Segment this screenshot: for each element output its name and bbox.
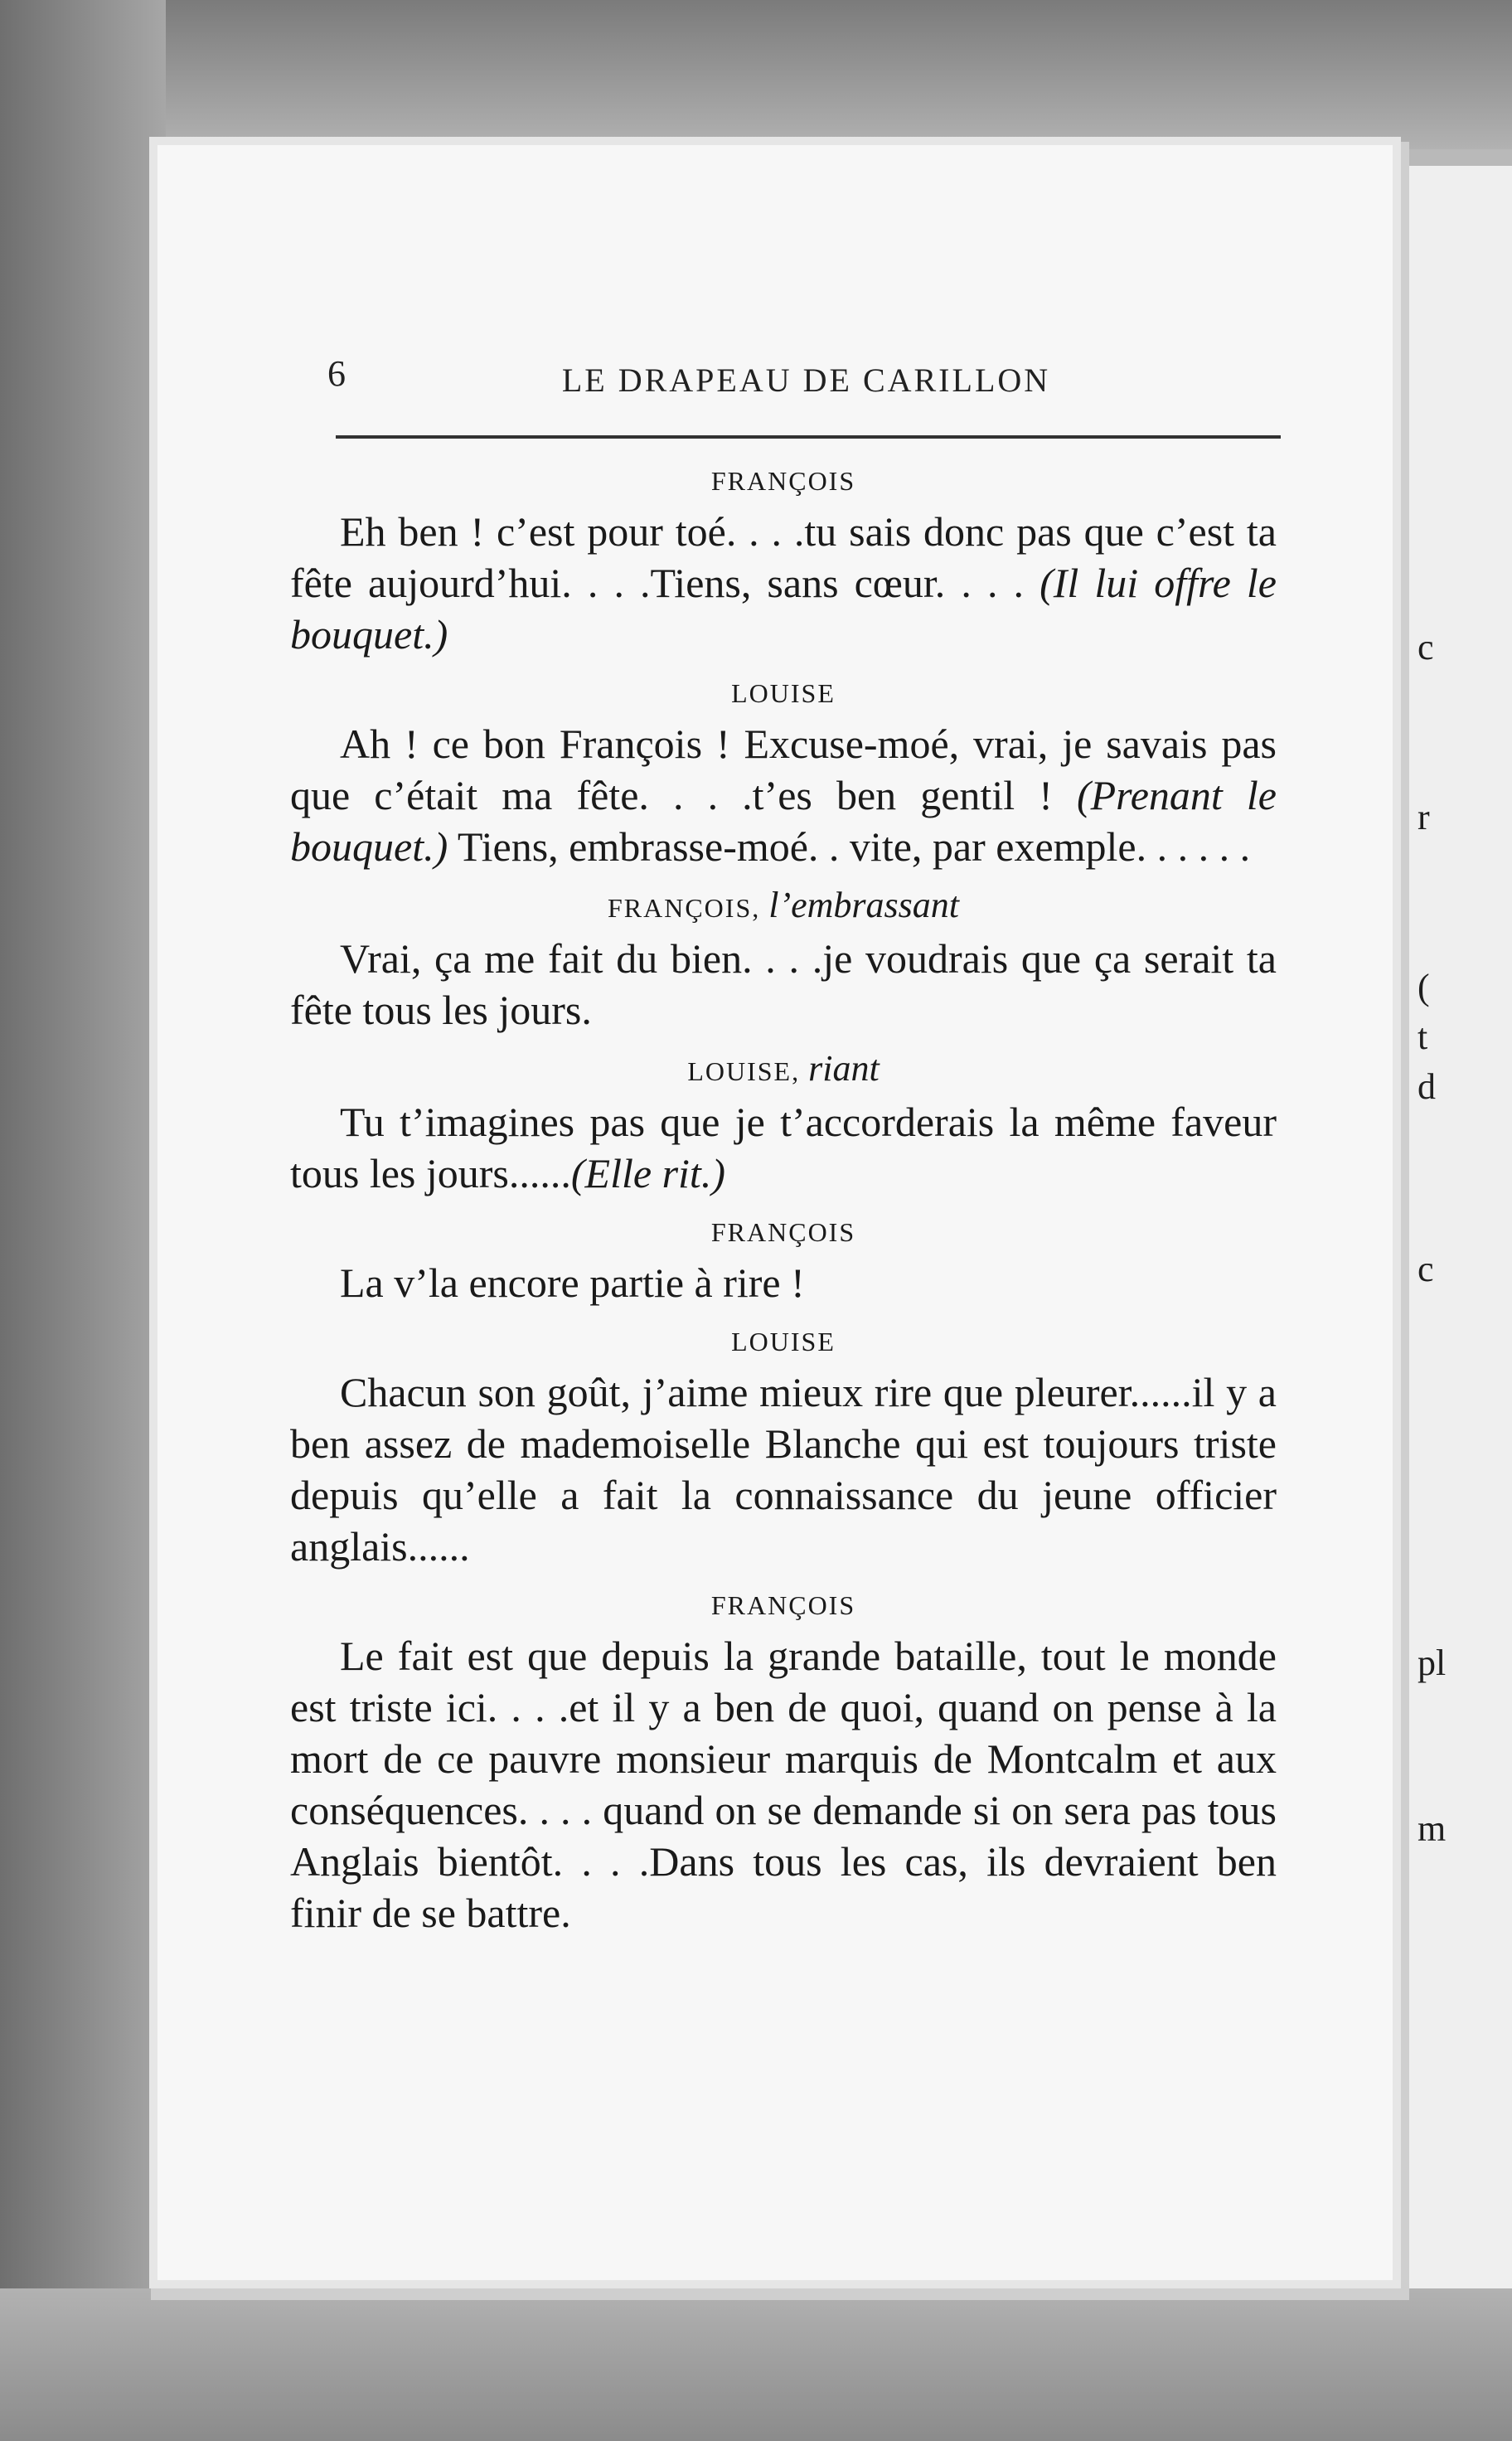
speech-text [290,718,1277,872]
stage-direction-inline: (Prenant le bouquet.) [290,772,1277,870]
speech-text [290,1096,1277,1199]
adjacent-fragment: pl [1418,1643,1447,1683]
speaker-label: FRANÇOIS [710,466,856,496]
speech-text [290,933,1277,1036]
speech-fragment: La v’la encore partie à rire ! [340,1259,805,1306]
speech-text [290,1630,1277,1939]
speech-text [290,1366,1277,1572]
running-title: LE DRAPEAU DE CARILLON [561,362,1051,399]
speech-fragment: Vrai, ça me fait du bien. . . .je voudrais que ça serait ta fête tous les jours. [290,935,1277,1033]
speaker-name [290,1048,1277,1089]
adjacent-fragment: r [1418,797,1430,837]
speaker-label: FRANÇOIS [710,1590,856,1620]
speaker-name [290,1587,1277,1623]
speaker-label: FRANÇOIS, [607,893,761,923]
adjacent-fragment: d [1418,1066,1436,1107]
speech-text [290,506,1277,660]
speech-fragment: Tu t’imagines pas que je t’accorderais la même faveur tous les jours...... [290,1099,1277,1196]
stage-direction: riant [808,1048,880,1089]
stage-direction-inline: (Elle rit.) [570,1150,725,1196]
speaker-label: LOUISE, [687,1056,801,1086]
speaker-name [290,1323,1277,1360]
speech-fragment: Eh ben ! c’est pour toé. . . .tu sais donc pas que c’est ta fête aujourd’hui. . . .Tiens, sans cœur. . . . [290,508,1277,606]
scan-edge-left [0,0,166,2441]
play-dialogue [290,448,1277,1944]
speech-fragment: Le fait est que depuis la grande bataille, tout le monde est triste ici. . . .et il y a ben de quoi, quand on pense à la mort de ce pauvre monsieur marquis de Montcalm et aux conséquences. . . . quand on se demande si on sera pas tous Anglais bientôt. . . .Dans tous les cas, ils devraient ben finir de se battre. [290,1633,1277,1936]
page-header [327,352,1285,427]
scan-edge-top [0,0,1512,149]
speech-fragment: Ah ! ce bon François ! Excuse-moé, vrai, je savais pas que c’était ma fête. . . .t’es ben gentil ! [290,721,1277,818]
adjacent-fragment: m [1418,1808,1447,1849]
speaker-label: LOUISE [731,678,836,708]
header-rule [336,435,1281,439]
scan-edge-bottom [0,2288,1512,2441]
speaker-name [290,1214,1277,1250]
adjacent-fragment: ( [1418,967,1430,1007]
speaker-label: FRANÇOIS [710,1217,856,1247]
adjacent-fragment: c [1418,627,1434,667]
stage-direction: l’embrassant [768,885,960,925]
speech-fragment: Tiens, embrasse-moé. . vite, par exemple. . . . . . [448,823,1251,870]
stage-direction-inline: (Il lui offre le bouquet.) [290,560,1277,658]
speaker-name [290,887,1277,926]
speaker-name [290,463,1277,499]
speech-fragment: Chacun son goût, j’aime mieux rire que pleurer......il y a ben assez de mademoiselle Blanche qui est toujours triste depuis qu’elle a fait la connaissance du jeune officier anglais...... [290,1369,1277,1570]
adjacent-fragment: c [1418,1249,1434,1289]
adjacent-page [1409,166,1512,2288]
speaker-label: LOUISE [731,1327,836,1356]
page-number: 6 [327,353,346,394]
speaker-name [290,675,1277,711]
adjacent-fragment: t [1418,1017,1428,1057]
speech-text [290,1257,1277,1308]
